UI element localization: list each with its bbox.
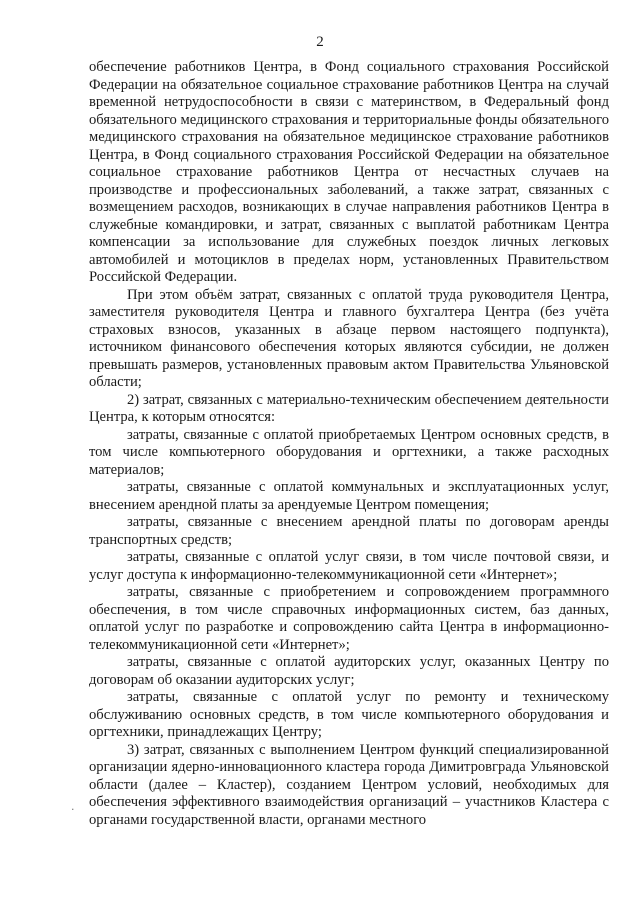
paragraph-5: затраты, связанные с оплатой коммунальных и эксплуатационных услуг, внесением арендной платы за арендуемые Центром помещения; — [89, 479, 609, 513]
paragraph-11: 3) затрат, связанных с выполнением Центром функций специализированной организации ядерно-инновационного кластера города Димитровграда Ульяновской области (далее – Кластер), созданием Центром условий, необходимых для обеспечения эффективного взаимодействия организаций – участников Кластера с органами государственной власти, органами местного — [89, 741, 609, 828]
paragraph-8: затраты, связанные с приобретением и сопровождением программного обеспечения, в том числе справочных информационных систем, баз данных, оплатой услуг по разработке и сопровождению сайта Центра в информационно-телекоммуникационной сети «Интернет»; — [89, 584, 609, 653]
paragraph-1: обеспечение работников Центра, в Фонд социального страхования Российской Федерации на обязательное социальное страхование работников Центра на случай временной нетрудоспособности в связи с материнством, в Федеральный фонд обязательного медицинского страхования и территориальные фонды обязательного медицинского страхования на обязательное медицинское страхование работников Центра, в Фонд социального страхования Российской Федерации на обязательное социальное страхование работников Центра от несчастных случаев на производстве и профессиональных заболеваний, а также затрат, связанных с возмещением расходов, возникающих в случае направления работников Центра в служебные командировки, и затрат, связанных с выплатой работникам Центра компенсации за использование для служебных поездок личных легковых автомобилей и мотоциклов в пределах норм, установленных Правительством Российской Федерации. — [89, 59, 609, 285]
paragraph-6: затраты, связанные с внесением арендной платы по договорам аренды транспортных средств; — [89, 514, 609, 548]
document-body — [89, 59, 609, 829]
paragraph-9: затраты, связанные с оплатой аудиторских услуг, оказанных Центру по договорам об оказании аудиторских услуг; — [89, 654, 609, 688]
margin-scan-mark: · — [71, 803, 75, 816]
paragraph-4: затраты, связанные с оплатой приобретаемых Центром основных средств, в том числе компьютерного оборудования и оргтехники, а также расходных материалов; — [89, 426, 609, 478]
paragraph-7: затраты, связанные с оплатой услуг связи, в том числе почтовой связи, и услуг доступа к информационно-телекоммуникационной сети «Интернет»; — [89, 549, 609, 583]
paragraph-2: При этом объём затрат, связанных с оплатой труда руководителя Центра, заместителя руководителя Центра и главного бухгалтера Центра (без учёта страховых взносов, указанных в абзаце первом настоящего подпункта), источником финансового обеспечения которых являются субсидии, не должен превышать размеров, установленных правовым актом Правительства Ульяновской области; — [89, 286, 609, 390]
paragraph-3: 2) затрат, связанных с материально-техническим обеспечением деятельности Центра, к которым относятся: — [89, 391, 609, 425]
page-number: 2 — [316, 34, 324, 50]
paragraph-10: затраты, связанные с оплатой услуг по ремонту и техническому обслуживанию основных средств, в том числе компьютерного оборудования и оргтехники, принадлежащих Центру; — [89, 689, 609, 740]
